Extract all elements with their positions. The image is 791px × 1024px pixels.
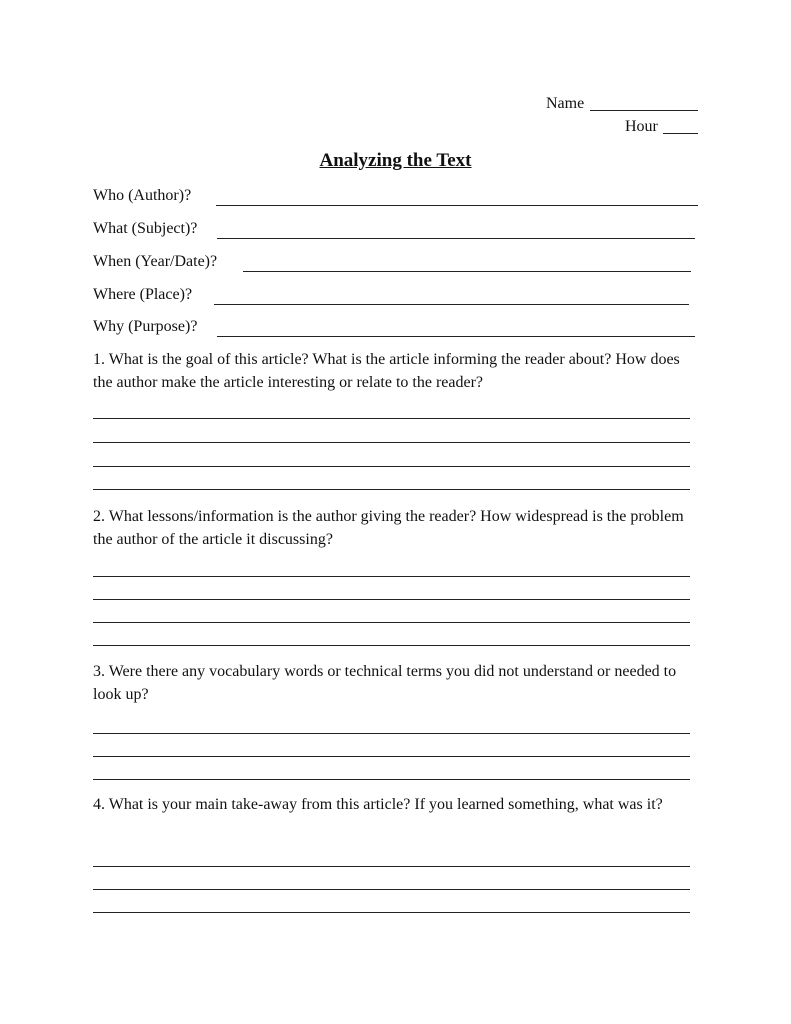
answer-line[interactable] — [93, 622, 690, 623]
field-blank[interactable] — [216, 205, 698, 206]
field-what — [93, 219, 695, 241]
question-1: 1. What is the goal of this article? What is the article informing the reader about? How does the author make the article interesting or relate to the reader? — [93, 351, 680, 391]
answer-line[interactable] — [93, 779, 690, 780]
answer-line[interactable] — [93, 418, 690, 419]
field-where — [93, 285, 689, 307]
field-blank[interactable] — [243, 271, 691, 272]
answer-line[interactable] — [93, 912, 690, 913]
hour-label: Hour — [625, 118, 658, 135]
field-label: What (Subject)? — [93, 220, 198, 237]
name-blank[interactable] — [590, 94, 698, 111]
answer-line[interactable] — [93, 576, 690, 577]
field-why — [93, 317, 695, 339]
answer-line[interactable] — [93, 866, 690, 867]
answer-line[interactable] — [93, 442, 690, 443]
answer-line[interactable] — [93, 599, 690, 600]
page-title: Analyzing the Text — [319, 150, 472, 171]
field-blank[interactable] — [217, 238, 695, 239]
answer-line[interactable] — [93, 489, 690, 490]
question-2: 2. What lessons/information is the author giving the reader? How widespread is the problem the author of the article it discussing? — [93, 508, 684, 548]
answer-line[interactable] — [93, 733, 690, 734]
field-label: When (Year/Date)? — [93, 253, 218, 270]
answer-line[interactable] — [93, 889, 690, 890]
field-label: Who (Author)? — [93, 187, 192, 204]
field-blank[interactable] — [214, 304, 689, 305]
answer-line[interactable] — [93, 756, 690, 757]
field-label: Where (Place)? — [93, 286, 193, 303]
question-3: 3. Were there any vocabulary words or technical terms you did not understand or needed to look up? — [93, 663, 677, 703]
answer-line[interactable] — [93, 645, 690, 646]
question-4: 4. What is your main take-away from this article? If you learned something, what was it? — [93, 796, 663, 813]
field-when — [93, 252, 691, 274]
field-who — [93, 186, 698, 208]
field-blank[interactable] — [217, 336, 695, 337]
hour-blank[interactable] — [663, 117, 698, 134]
name-label: Name — [546, 95, 585, 112]
answer-line[interactable] — [93, 466, 690, 467]
field-label: Why (Purpose)? — [93, 318, 198, 335]
